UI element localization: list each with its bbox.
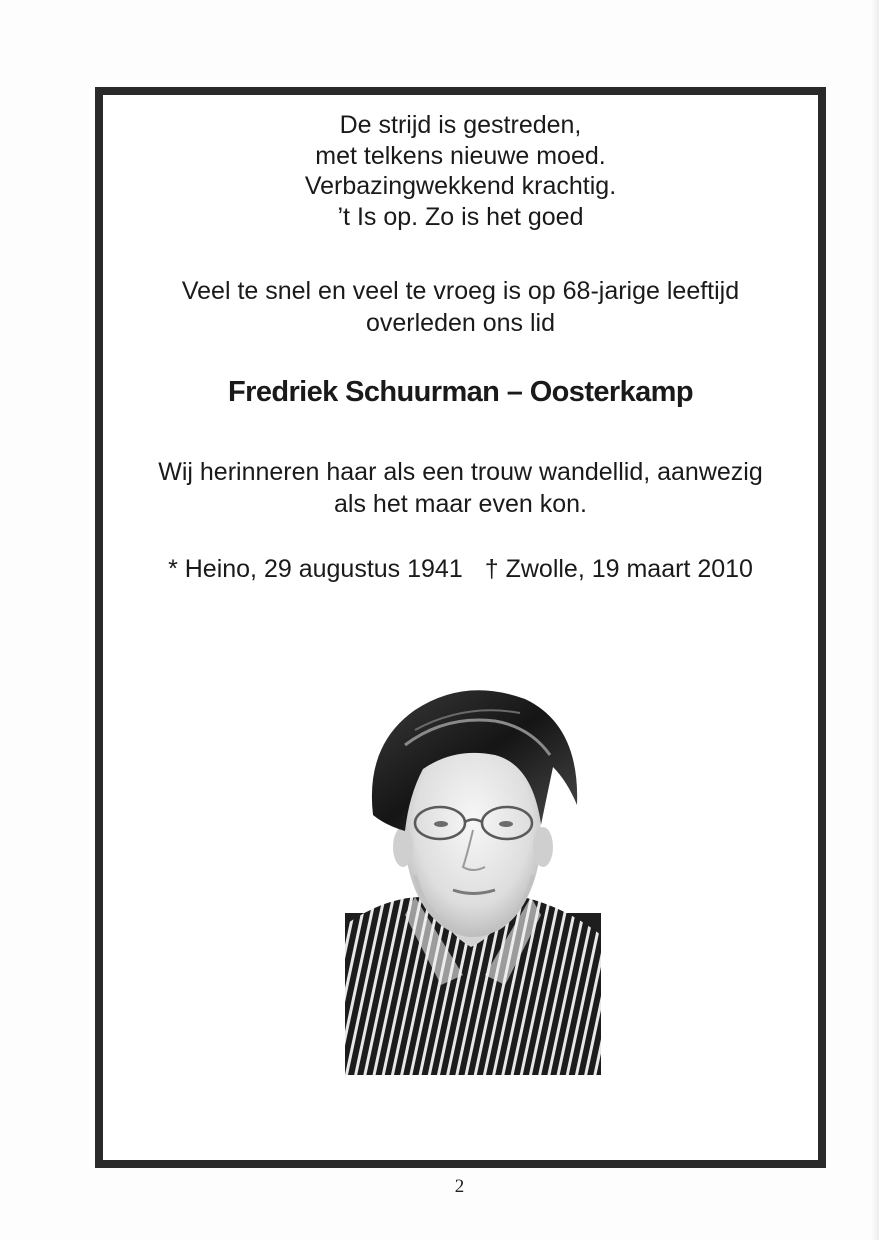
announcement-line: Veel te snel en veel te vroeg is op 68-jarige leeftijd xyxy=(181,277,740,305)
poem-line: met telkens nieuwe moed. xyxy=(315,141,606,170)
page-number: 2 xyxy=(454,1176,465,1197)
life-dates xyxy=(103,555,818,584)
death-announcement xyxy=(103,275,818,339)
birth-date: * Heino, 29 augustus 1941 xyxy=(168,555,463,583)
memory-text xyxy=(103,456,818,520)
poem-line: De strijd is gestreden, xyxy=(339,111,582,139)
portrait-photo xyxy=(345,685,601,1075)
deceased-name: Fredriek Schuurman – Oosterkamp xyxy=(228,376,693,408)
page-edge-shadow xyxy=(871,0,879,1240)
memory-line: als het maar even kon. xyxy=(334,490,587,518)
announcement-line: overleden ons lid xyxy=(365,309,555,337)
poem-line: ’t Is op. Zo is het goed xyxy=(337,202,584,231)
memory-line: Wij herinneren haar als een trouw wandellid, aanwezig xyxy=(158,458,763,486)
memorial-poem xyxy=(103,110,818,232)
poem-line: Verbazingwekkend krachtig. xyxy=(304,172,617,200)
memorial-frame xyxy=(95,87,826,1168)
death-date: † Zwolle, 19 maart 2010 xyxy=(484,555,753,583)
